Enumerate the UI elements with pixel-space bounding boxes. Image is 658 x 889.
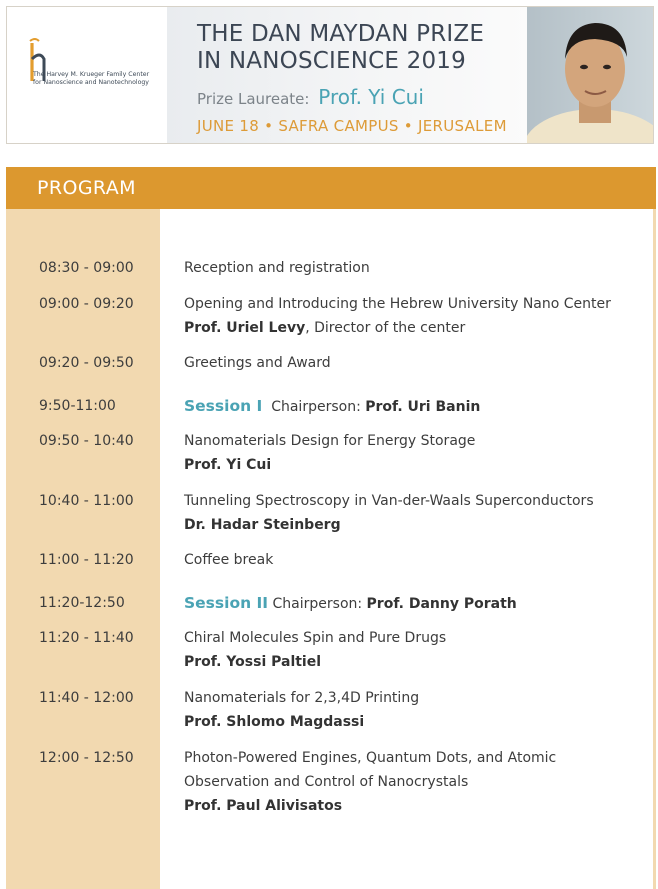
laureate-line <box>197 85 424 109</box>
speaker-name: Prof. Yi Cui <box>184 457 272 473</box>
talk-title: Reception and registration <box>184 260 370 276</box>
row-description <box>184 351 644 375</box>
banner-title-line-2: IN NANOSCIENCE 2019 <box>197 48 466 74</box>
chair-name: Prof. Uri Banin <box>365 399 481 415</box>
logo-panel <box>7 7 167 143</box>
talk-title: Opening and Introducing the Hebrew University Nano Center <box>184 296 611 312</box>
row-description <box>184 746 644 818</box>
laureate-portrait-photo <box>527 7 654 143</box>
row-description <box>184 256 644 280</box>
row-description <box>184 548 644 572</box>
row-time: 09:00 - 09:20 <box>39 296 134 312</box>
row-time: 11:20 - 11:40 <box>39 630 134 646</box>
speaker-name: Prof. Paul Alivisatos <box>184 798 343 814</box>
row-description <box>184 591 644 616</box>
speaker-name: Prof. Shlomo Magdassi <box>184 714 365 730</box>
program-right-border <box>653 209 656 889</box>
talk-title: Nanomaterials for 2,3,4D Printing <box>184 690 420 706</box>
speaker-line <box>184 316 644 340</box>
talk-title: Photon-Powered Engines, Quantum Dots, and Atomic <box>184 750 557 766</box>
chair-name: Prof. Danny Porath <box>366 596 517 612</box>
event-banner <box>6 6 654 144</box>
speaker-role: , Director of the center <box>305 320 466 336</box>
laureate-name: Prof. Yi Cui <box>318 85 424 109</box>
talk-title: Chiral Molecules Spin and Pure Drugs <box>184 630 447 646</box>
portrait-illustration <box>527 7 654 143</box>
row-time: 10:40 - 11:00 <box>39 493 134 509</box>
chair-label: Chairperson: <box>272 596 363 612</box>
row-time: 09:20 - 09:50 <box>39 355 134 371</box>
logo-caption <box>33 71 173 87</box>
logo-line-2: for Nanoscience and Nanotechnology <box>33 79 149 86</box>
session-name: Session I <box>184 397 263 415</box>
row-description <box>184 626 644 674</box>
row-description <box>184 686 644 734</box>
row-description <box>184 292 644 340</box>
row-time: 9:50-11:00 <box>39 398 116 414</box>
laureate-label: Prize Laureate: <box>197 90 310 108</box>
chair-label: Chairperson: <box>271 399 361 415</box>
row-time: 12:00 - 12:50 <box>39 750 134 766</box>
session-line <box>184 591 644 616</box>
talk-title: Greetings and Award <box>184 355 331 371</box>
event-date-location: JUNE 18 • SAFRA CAMPUS • JERUSALEM <box>197 117 507 135</box>
speaker-name: Dr. Hadar Steinberg <box>184 517 341 533</box>
talk-title-continued: Observation and Control of Nanocrystals <box>184 774 469 790</box>
row-time: 09:50 - 10:40 <box>39 433 134 449</box>
session-name: Session II <box>184 594 269 612</box>
row-time: 11:40 - 12:00 <box>39 690 134 706</box>
row-time: 08:30 - 09:00 <box>39 260 134 276</box>
row-time: 11:20-12:50 <box>39 595 125 611</box>
row-description <box>184 394 644 419</box>
session-line <box>184 394 644 419</box>
logo-line-1: The Harvey M. Krueger Family Center <box>33 71 150 78</box>
banner-title <box>197 21 484 75</box>
program-heading: PROGRAM <box>37 177 136 199</box>
speaker-name: Prof. Uriel Levy <box>184 320 306 336</box>
row-time: 11:00 - 11:20 <box>39 552 134 568</box>
program-section <box>6 167 656 889</box>
row-description <box>184 489 644 537</box>
row-description <box>184 429 644 477</box>
program-header <box>6 167 656 209</box>
banner-title-line-1: THE DAN MAYDAN PRIZE <box>197 21 485 47</box>
speaker-name: Prof. Yossi Paltiel <box>184 654 322 670</box>
talk-title: Nanomaterials Design for Energy Storage <box>184 433 476 449</box>
talk-title: Tunneling Spectroscopy in Van-der-Waals Superconductors <box>184 493 594 509</box>
talk-title: Coffee break <box>184 552 274 568</box>
